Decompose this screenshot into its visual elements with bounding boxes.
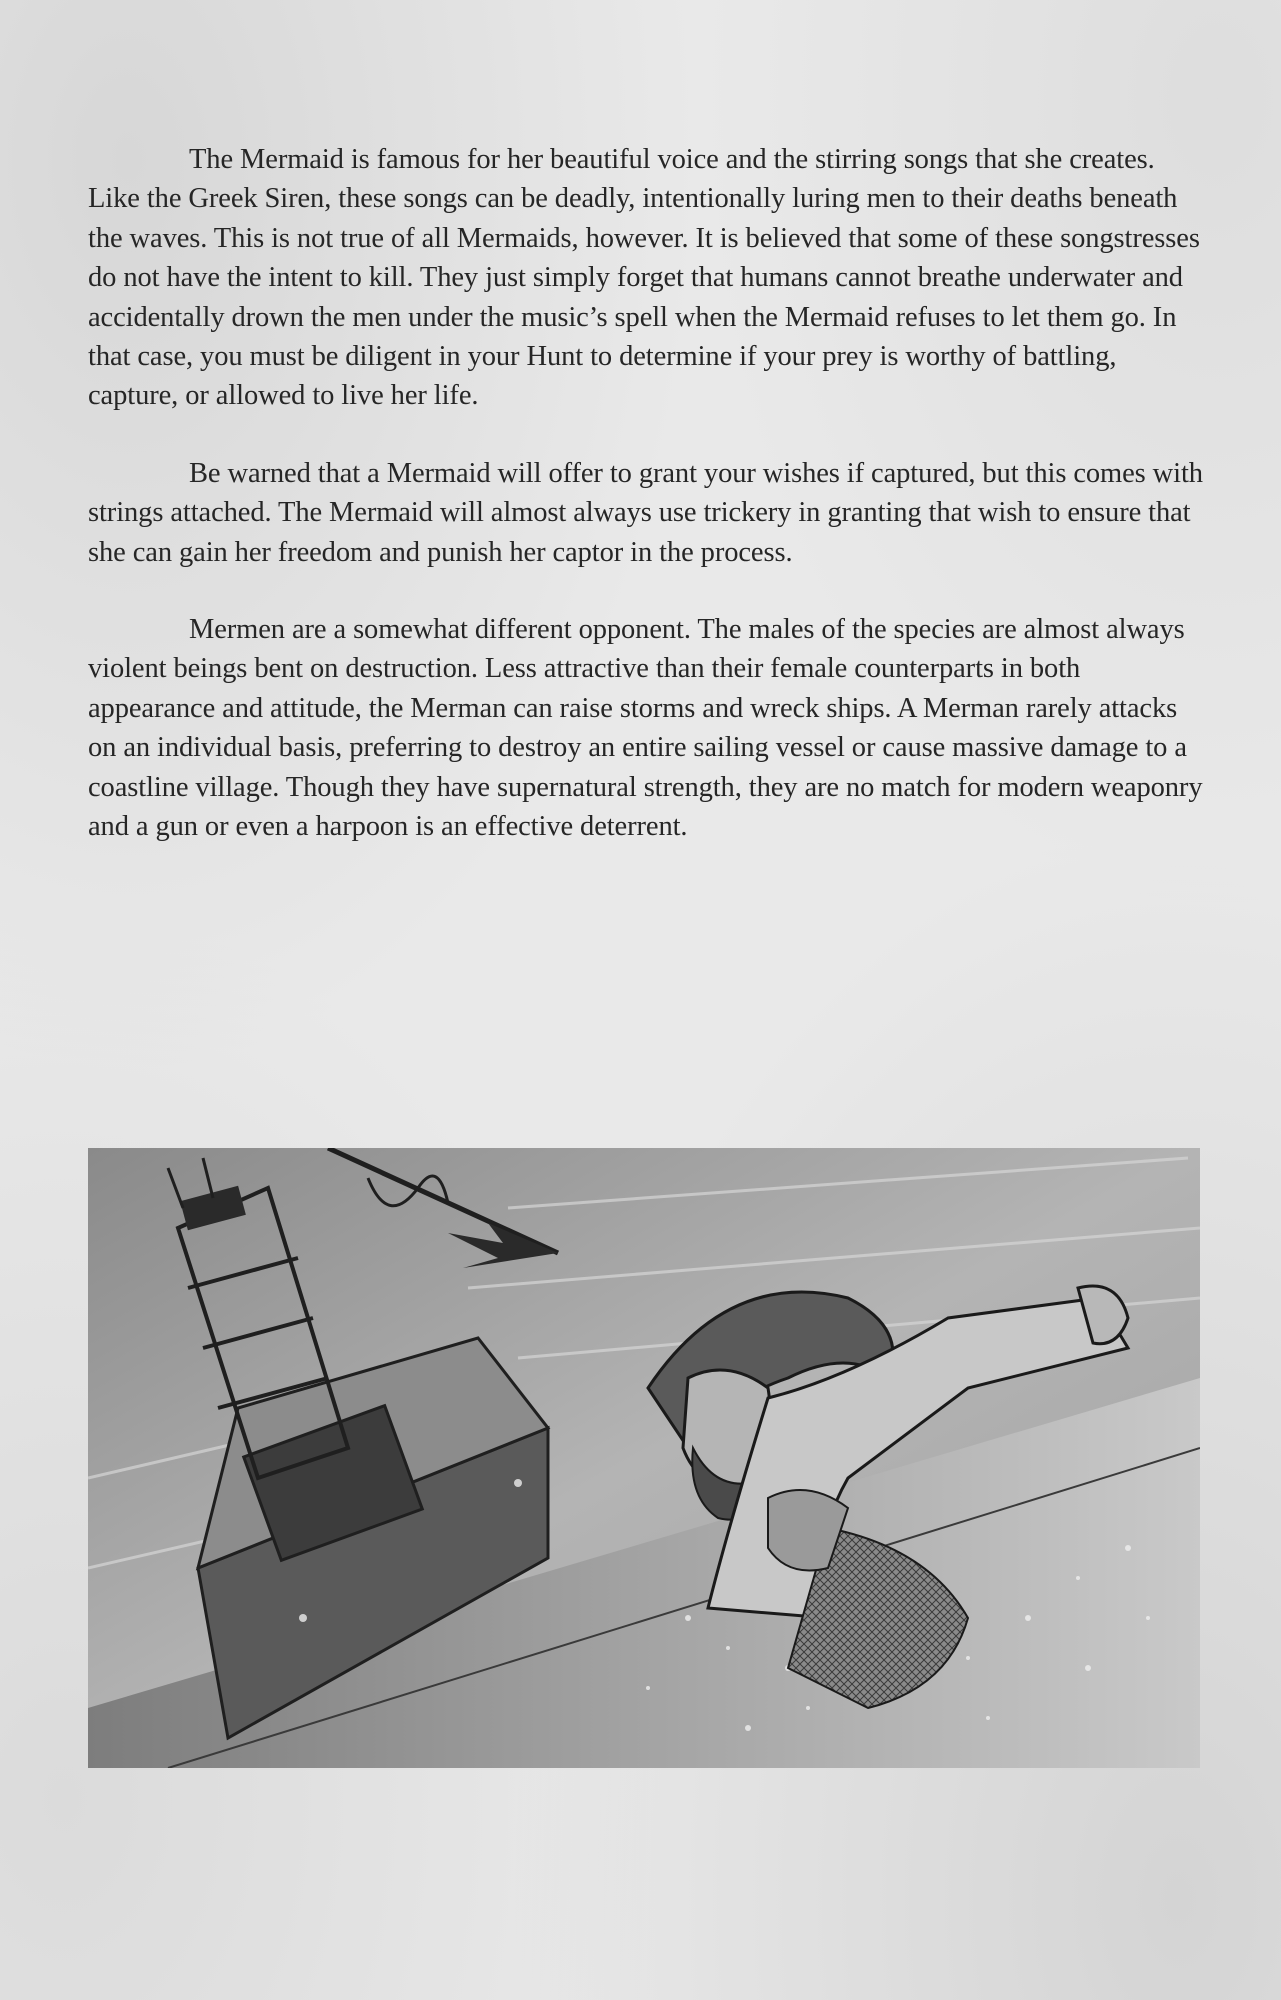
illustration-drawing <box>88 1148 1200 1768</box>
paragraph-mermaid-voice: The Mermaid is famous for her beautiful voice and the stirring songs that she creates. Like the Greek Siren, these songs can be deadly, intentionally luring men to their deaths beneath the waves. This is not true of all Mermaids, however. It is believed that some of these songstresses do not have the intent to kill. They just simply forget that humans cannot breathe underwater and accidentally drown the men under the music’s spell when the Mermaid refuses to let them go. In that case, you must be diligent in your Hunt to determine if your prey is worthy of battling, capture, or allowed to live her life. <box>88 144 1200 412</box>
paragraph-mermen: Mermen are a somewhat different opponent. The males of the species are almost always violent beings bent on destruction. Less attractive than their female counterparts in both appearance and attitude, the Merman can raise storms and wreck ships. A Merman rarely attacks on an individual basis, preferring to destroy an entire sailing vessel or cause massive damage to a coastline village. Though they have supernatural strength, they are no match for modern weaponry and a gun or even a harpoon is an effective deterrent. <box>88 614 1203 843</box>
merman-attacking-boat-illustration <box>88 1148 1200 1768</box>
paragraph-mermaid-wishes: Be warned that a Mermaid will offer to grant your wishes if captured, but this comes with strings attached. The Mermaid will almost always use trickery in granting that wish to ensure that she can gain her freedom and punish her captor in the process. <box>88 457 1203 568</box>
body-text <box>88 140 1208 885</box>
